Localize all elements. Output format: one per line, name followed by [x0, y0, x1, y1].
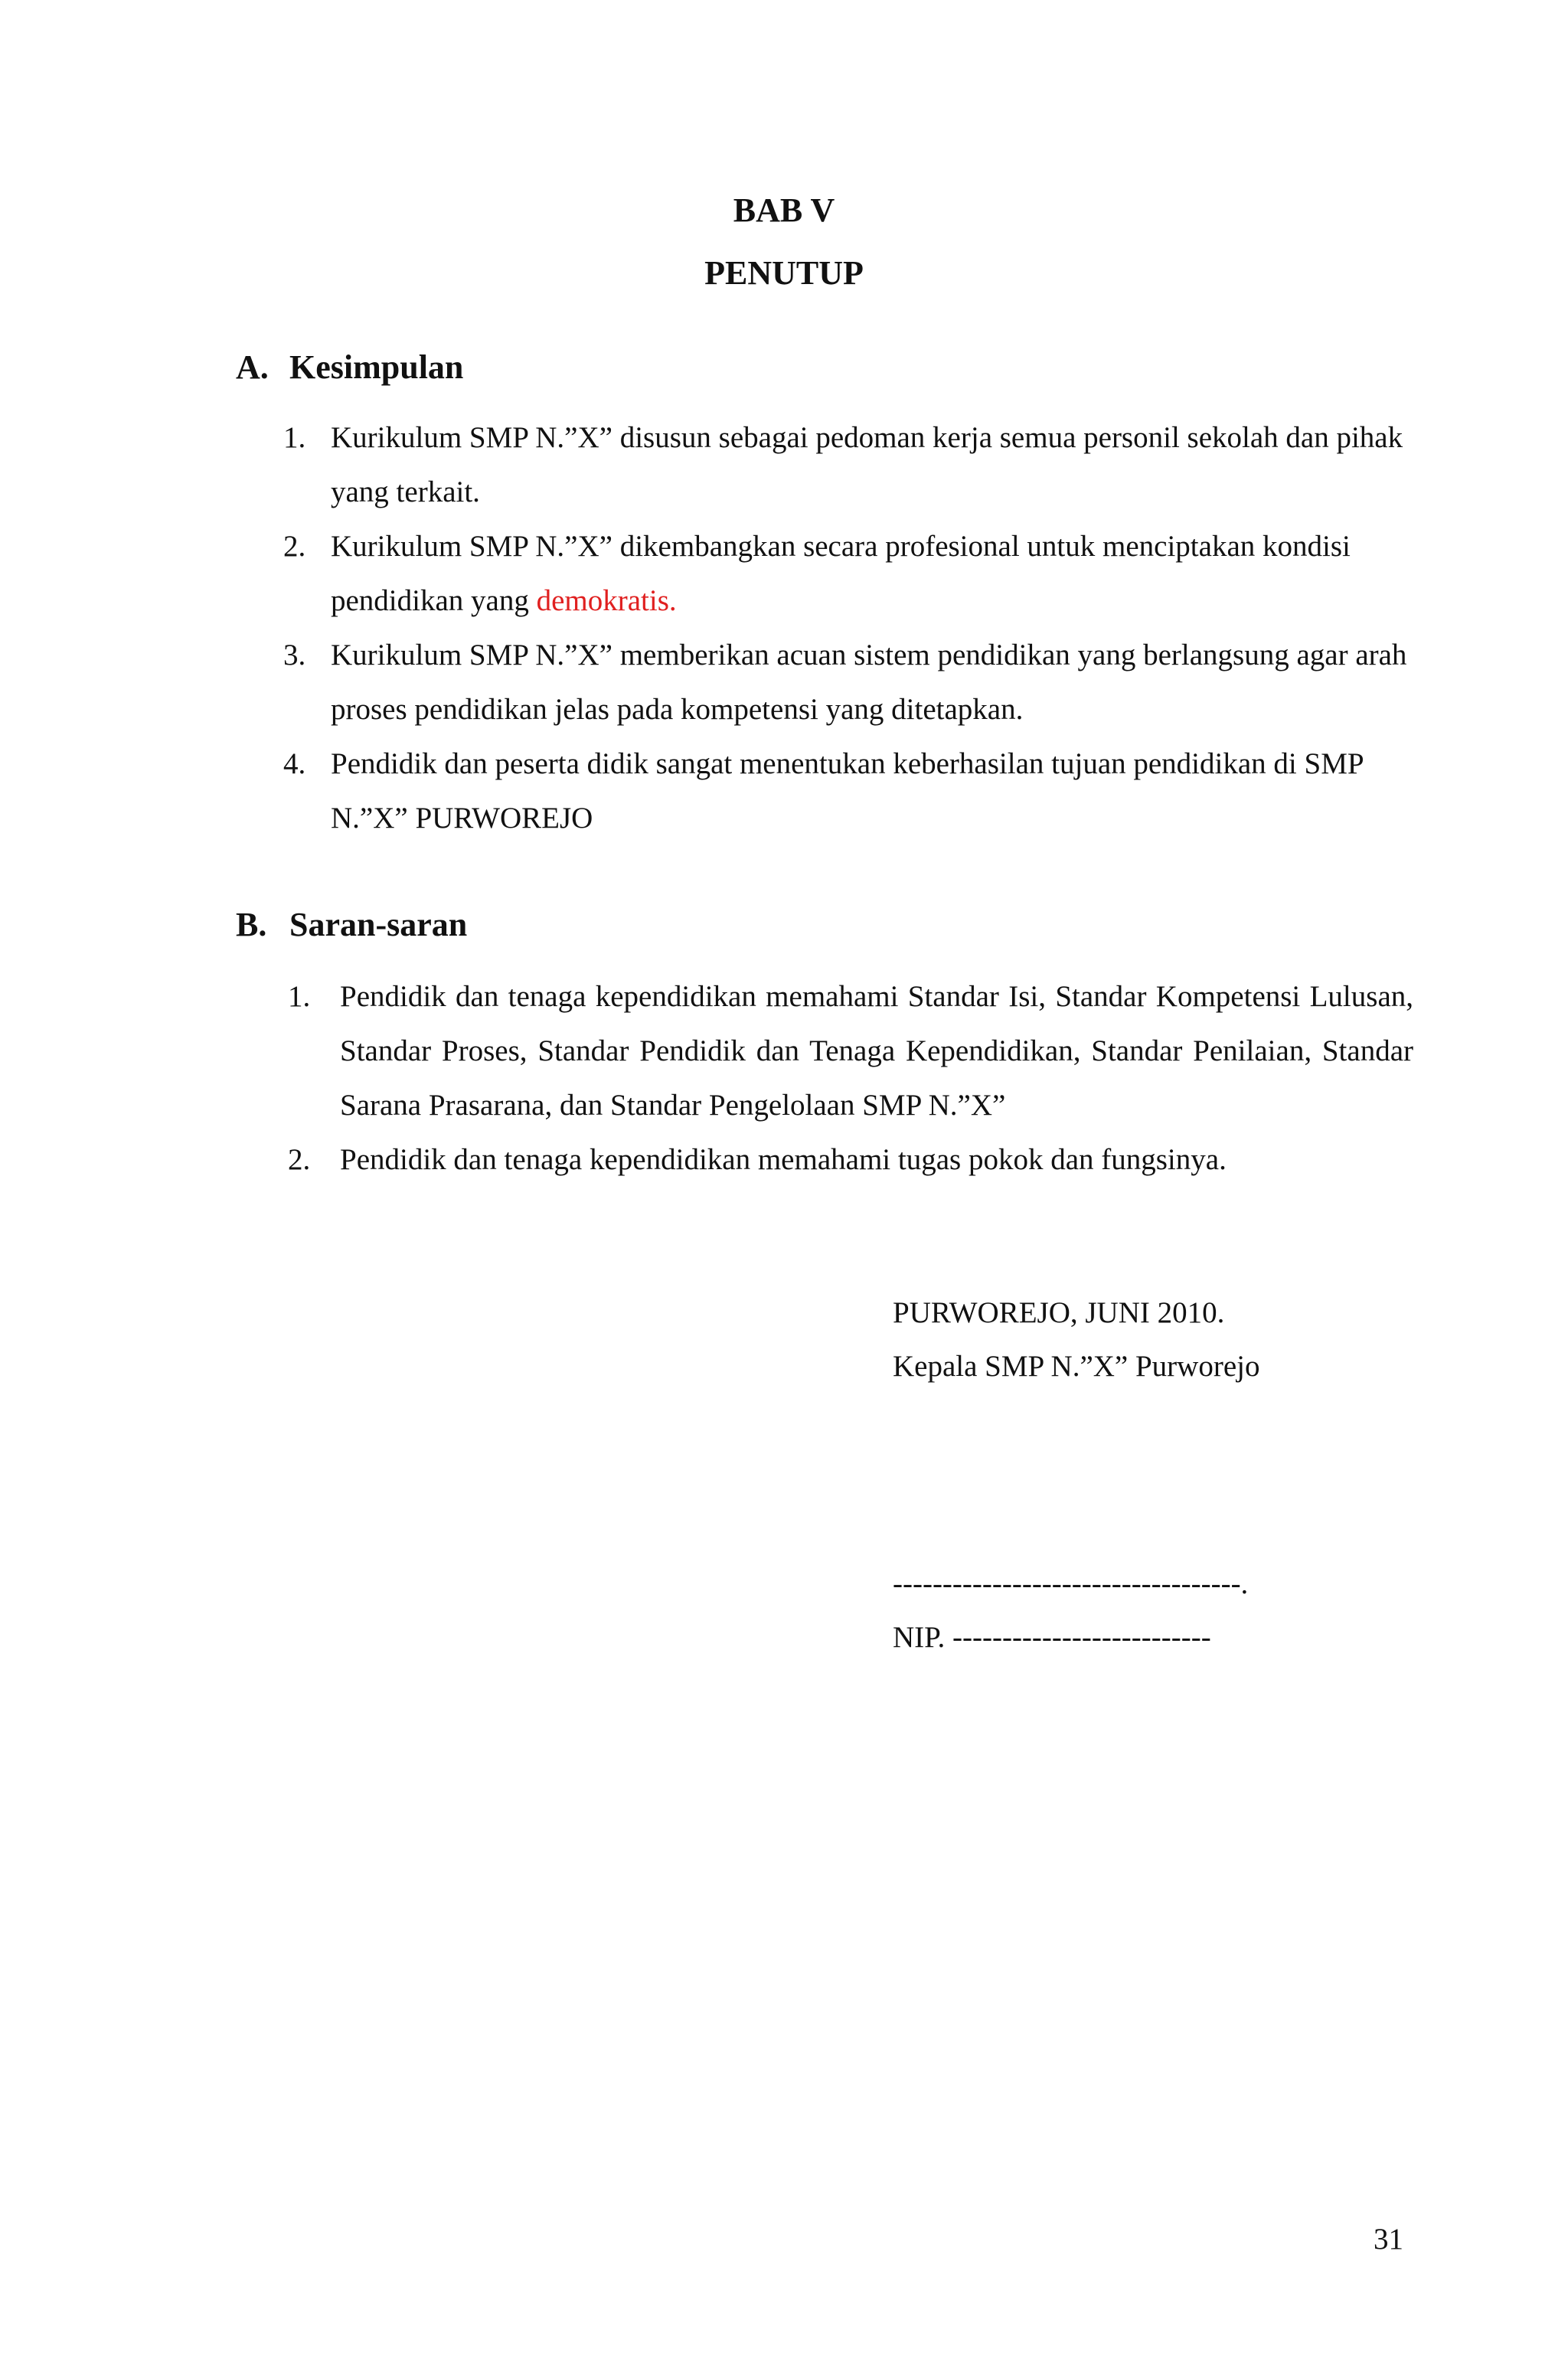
section-a-letter: A.: [236, 348, 269, 386]
list-item-text: Kurikulum SMP N.”X” memberikan acuan sistem pendidikan yang berlangsung agar arah proses pendidikan jelas pada kompetensi yang ditetapkan.: [331, 639, 1407, 726]
list-item: [288, 1132, 1413, 1187]
list-item-number: 2.: [283, 530, 306, 563]
section-b-heading: [236, 903, 467, 946]
conclusion-list: [283, 410, 1416, 845]
list-item-text: Pendidik dan peserta didik sangat menentukan keberhasilan tujuan pendidikan di SMP N.”X” PURWOREJO: [331, 747, 1364, 835]
list-item: [283, 628, 1416, 737]
section-b-title: Saran-saran: [289, 906, 468, 943]
chapter-title: PENUTUP: [704, 254, 864, 292]
section-a-heading: [236, 346, 463, 389]
list-item: [283, 737, 1416, 845]
list-item: [288, 969, 1413, 1132]
suggestion-list: [288, 969, 1413, 1187]
signature-position: Kepala SMP N.”X” Purworejo: [893, 1350, 1260, 1383]
signature-name-line: -----------------------------------.: [893, 1567, 1249, 1600]
section-a-title: Kesimpulan: [289, 348, 464, 386]
list-item-number: 1.: [283, 421, 306, 454]
chapter-number: BAB V: [733, 191, 835, 229]
list-item-number: 4.: [283, 747, 306, 780]
list-item-text: Kurikulum SMP N.”X” disusun sebagai pedoman kerja semua personil sekolah dan pihak yang terkait.: [331, 421, 1403, 508]
page-number: 31: [1374, 2223, 1403, 2256]
section-b-letter: B.: [236, 906, 267, 943]
list-item: [283, 410, 1416, 519]
list-item-number: 2.: [288, 1143, 311, 1176]
list-item-number: 1.: [288, 980, 311, 1013]
highlighted-word: demokratis.: [536, 584, 677, 617]
signature-place-date: PURWOREJO, JUNI 2010.: [893, 1296, 1225, 1329]
list-item-text: Pendidik dan tenaga kependidikan memahami Standar Isi, Standar Kompetensi Lulusan, Standar Proses, Standar Pendidik dan Tenaga Kependidikan, Standar Penilaian, Standar Sarana Prasarana, dan Standar Pengelolaan SMP N.”X”: [340, 980, 1413, 1122]
list-item-text: Pendidik dan tenaga kependidikan memahami tugas pokok dan fungsinya.: [340, 1143, 1227, 1176]
list-item-text: Kurikulum SMP N.”X” dikembangkan secara profesional untuk menciptakan kondisi pendidikan yang: [331, 530, 1351, 617]
list-item-number: 3.: [283, 639, 306, 671]
signature-nip: NIP. --------------------------: [893, 1621, 1211, 1654]
list-item: [283, 519, 1416, 628]
